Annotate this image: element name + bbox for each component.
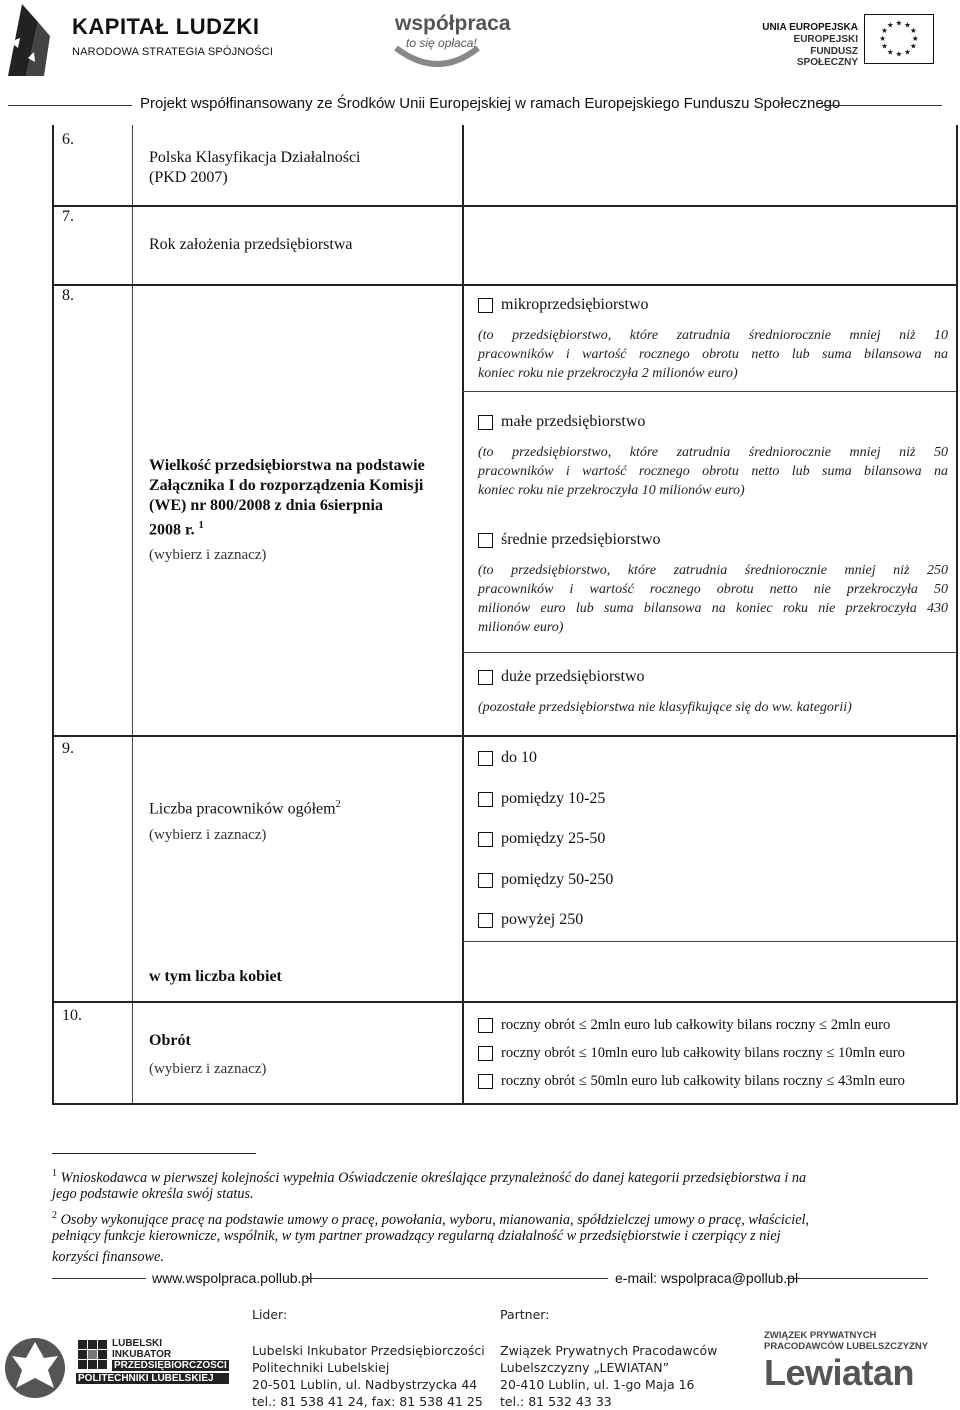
banner-rule-left <box>8 105 132 106</box>
svg-text:★: ★ <box>895 18 903 28</box>
lider-address: 20-501 Lublin, ul. Nadbystrzycka 44 <box>252 1377 478 1392</box>
emp-50-250-checkbox[interactable] <box>478 873 493 888</box>
micro-description: (to przedsiębiorstwo, które zatrudnia średniorocznie mniej niż 10 pracowników i wartość rocznego obrotu netto lub suma bilansowa na koniec roku nie przekroczyła 2 milionów euro) <box>478 328 948 381</box>
emp-25-50-label: pomiędzy 25-50 <box>501 830 606 847</box>
ue-label-line1: UNIA EUROPEJSKA <box>762 22 858 33</box>
footer-website-link[interactable]: www.wspolpraca.pollub.pl <box>152 1270 313 1286</box>
row8-number: 8. <box>62 287 74 304</box>
project-banner <box>0 95 960 117</box>
women-count-input[interactable] <box>464 943 954 1000</box>
footer-email-link[interactable]: e-mail: wspolpraca@pollub.pl <box>615 1270 799 1286</box>
pkd-input[interactable] <box>464 127 954 203</box>
micro-checkbox[interactable] <box>478 298 493 313</box>
option-medium[interactable] <box>478 531 661 549</box>
row10-number: 10. <box>62 1007 82 1024</box>
large-label: duże przedsiębiorstwo <box>501 668 645 685</box>
option-small[interactable] <box>478 413 645 431</box>
large-checkbox[interactable] <box>478 670 493 685</box>
medium-label: średnie przedsiębiorstwo <box>501 531 661 548</box>
option-emp-10-25[interactable] <box>478 790 605 808</box>
footnote-rule <box>52 1153 256 1154</box>
sep-medium-large <box>462 652 956 653</box>
row-sep-8-9 <box>52 735 958 737</box>
turnover-50m-checkbox[interactable] <box>478 1074 493 1089</box>
partner-address: 20-410 Lublin, ul. 1-go Maja 16 <box>500 1377 695 1392</box>
footnote-ref-1: 1 <box>198 520 204 531</box>
svg-text:★: ★ <box>881 41 889 51</box>
row6-label-line2: (PKD 2007) <box>149 169 228 186</box>
footnote-1-number: 1 <box>52 1168 57 1179</box>
footnote-1-line2: jego podstawie określa swój status. <box>52 1186 254 1202</box>
project-text: Projekt współfinansowany ze Środków Unii Europejskiej w ramach Europejskiego Funduszu Społecznego <box>140 95 841 112</box>
turnover-50m-label: roczny obrót ≤ 50mln euro lub całkowity bilans roczny ≤ 43mln euro <box>501 1073 905 1089</box>
ue-label-line2: EUROPEJSKI <box>793 34 858 45</box>
emp-upto-10-checkbox[interactable] <box>478 751 493 766</box>
option-turnover-10m[interactable] <box>478 1045 905 1062</box>
kapital-ludzki-subtitle: NARODOWA STRATEGIA SPÓJNOŚCI <box>72 46 274 58</box>
row9-label: Liczba pracowników ogółem$^2$ <box>149 799 341 818</box>
row10-label: Obrót <box>149 1032 191 1049</box>
option-emp-upto-10[interactable] <box>478 749 537 767</box>
row7-number: 7. <box>62 208 74 225</box>
svg-text:★: ★ <box>886 20 894 30</box>
small-checkbox[interactable] <box>478 415 493 430</box>
wspolpraca-subtitle: to się opłaca! <box>406 36 477 50</box>
row-sep-9-10 <box>52 1001 958 1003</box>
svg-text:★: ★ <box>881 26 889 36</box>
partner-phone: tel.: 81 532 43 33 <box>500 1394 612 1409</box>
sep-employees-women <box>462 941 956 942</box>
micro-label: mikroprzedsiębiorstwo <box>501 296 649 313</box>
footnote-ref-2: 2 <box>335 799 341 810</box>
svg-text:★: ★ <box>909 26 917 36</box>
emp-10-25-checkbox[interactable] <box>478 792 493 807</box>
lip-logo-squares <box>78 1340 108 1370</box>
turnover-2m-checkbox[interactable] <box>478 1018 493 1033</box>
row10-instruction: (wybierz i zaznacz) <box>149 1061 267 1077</box>
emp-upto-10-label: do 10 <box>501 749 537 766</box>
emp-over-250-checkbox[interactable] <box>478 913 493 928</box>
option-turnover-2m[interactable] <box>478 1017 890 1034</box>
emp-50-250-label: pomiędzy 50-250 <box>501 871 614 888</box>
turnover-2m-label: roczny obrót ≤ 2mln euro lub całkowity bilans roczny ≤ 2mln euro <box>501 1017 891 1033</box>
svg-text:★: ★ <box>879 33 887 43</box>
partner-label: Partner: <box>500 1307 550 1322</box>
table-border-left <box>52 125 54 1105</box>
emp-over-250-label: powyżej 250 <box>501 911 584 928</box>
medium-checkbox[interactable] <box>478 533 493 548</box>
lider-name-line2: Politechniki Lubelskiej <box>252 1360 390 1375</box>
lewiatan-wordmark: Lewiatan <box>764 1352 915 1393</box>
turnover-10m-checkbox[interactable] <box>478 1046 493 1061</box>
emp-25-50-checkbox[interactable] <box>478 832 493 847</box>
form-table <box>52 125 958 1105</box>
row9-number: 9. <box>62 740 74 757</box>
option-turnover-50m[interactable] <box>478 1073 905 1090</box>
option-micro[interactable] <box>478 296 649 314</box>
row8-label-line1: Wielkość przedsiębiorstwa na podstawie <box>149 457 425 474</box>
table-border-bottom <box>52 1103 958 1105</box>
founding-year-input[interactable] <box>464 207 954 283</box>
table-border-right <box>956 125 958 1105</box>
kapital-ludzki-logo <box>4 2 70 78</box>
ue-label-line3: FUNDUSZ SPOŁECZNY <box>796 46 858 68</box>
large-description: (pozostałe przedsiębiorstwa nie klasyfikujące się do ww. kategorii) <box>478 700 852 715</box>
row9-instruction: (wybierz i zaznacz) <box>149 827 267 843</box>
lider-name-line1: Lubelski Inkubator Przedsiębiorczości <box>252 1343 485 1358</box>
footnote-2-number: 2 <box>52 1210 57 1221</box>
lip-eagle-icon <box>4 1332 66 1404</box>
lewiatan-logo-text: ZWIĄZEK PRYWATNYCH PRACODAWCÓW LUBELSZCZYZNY <box>764 1330 929 1352</box>
lip-logo-text: LUBELSKI INKUBATOR PRZEDSIĘBIORCZOŚCI POLITECHNIKI LUBELSKIEJ <box>78 1338 227 1384</box>
option-emp-over-250[interactable] <box>478 911 583 929</box>
svg-text:★: ★ <box>886 47 894 57</box>
row8-label-line2: Załącznika I do rozporządzenia Komisji <box>149 477 424 494</box>
footnote-2-line2: pełniący funkcje kierownicze, wspólnik, w tym partner prowadzący regularną działalność w przedsiębiorstwie i czerpiący z niej <box>52 1228 781 1244</box>
svg-text:★: ★ <box>904 20 912 30</box>
turnover-10m-label: roczny obrót ≤ 10mln euro lub całkowity bilans roczny ≤ 10mln euro <box>501 1045 905 1061</box>
row8-label-line3: (WE) nr 800/2008 z dnia 6sierpnia <box>149 497 383 514</box>
svg-text:★: ★ <box>895 49 903 59</box>
women-count-label: w tym liczba kobiet <box>149 968 282 985</box>
small-label: małe przedsiębiorstwo <box>501 413 646 430</box>
svg-text:★: ★ <box>909 41 917 51</box>
svg-text:★: ★ <box>911 33 919 43</box>
row6-label-line1: Polska Klasyfikacja Działalności <box>149 149 361 166</box>
footnote-2-line1: $^2$ Osoby wykonujące pracę na podstawie umowy o pracę, powołania, wyboru, mianowania, spółdzielczej umowy o pracę, właściciel, <box>52 1210 810 1228</box>
row8-instruction: (wybierz i zaznacz) <box>149 547 267 563</box>
small-description: (to przedsiębiorstwo, które zatrudnia średniorocznie mniej niż 50 pracowników i wartość rocznego obrotu netto lub suma bilansowa na koniec roku nie przekroczyła 10 milionów euro) <box>478 445 948 498</box>
row6-number: 6. <box>62 131 74 148</box>
partner-name-line1: Związek Prywatnych Pracodawców <box>500 1343 718 1358</box>
row7-label: Rok założenia przedsiębiorstwa <box>149 236 353 253</box>
footnote-2-line3: korzyści finansowe. <box>52 1249 164 1265</box>
eu-flag-icon <box>864 14 934 64</box>
footer-rule-left <box>52 1278 146 1279</box>
footnote-1-line1: $^1$ Wnioskodawca w pierwszej kolejności wypełnia Oświadczenie określające przynależność do danej kategorii przedsiębiorstwa i na <box>52 1168 807 1186</box>
row8-label-line4: 2008 r. $^1$ <box>149 520 204 539</box>
footer-rule-middle <box>306 1278 608 1279</box>
kapital-ludzki-title: KAPITAŁ LUDZKI <box>72 14 260 39</box>
lider-phone: tel.: 81 538 41 24, fax: 81 538 41 25 <box>252 1394 483 1409</box>
option-large[interactable] <box>478 668 645 686</box>
wspolpraca-title: współpraca <box>395 12 511 35</box>
banner-rule-right <box>822 105 942 106</box>
option-emp-25-50[interactable] <box>478 830 605 848</box>
svg-text:★: ★ <box>904 47 912 57</box>
emp-10-25-label: pomiędzy 10-25 <box>501 790 606 807</box>
row-sep-7-8 <box>52 284 958 286</box>
partner-name-line2: Lubelszczyzny „LEWIATAN” <box>500 1360 670 1375</box>
col-divider-1 <box>132 125 133 1105</box>
sep-micro-small <box>462 391 956 392</box>
lider-label: Lider: <box>252 1307 288 1322</box>
footer-rule-right <box>786 1278 928 1279</box>
medium-description: (to przedsiębiorstwo, które zatrudnia średniorocznie mniej niż 250 pracowników i wartość rocznego obrotu netto nie przekroczyła 50 milionów euro lub suma bilansowa na koniec roku nie przekroczyła 430 milionów euro) <box>478 563 948 635</box>
option-emp-50-250[interactable] <box>478 871 613 889</box>
